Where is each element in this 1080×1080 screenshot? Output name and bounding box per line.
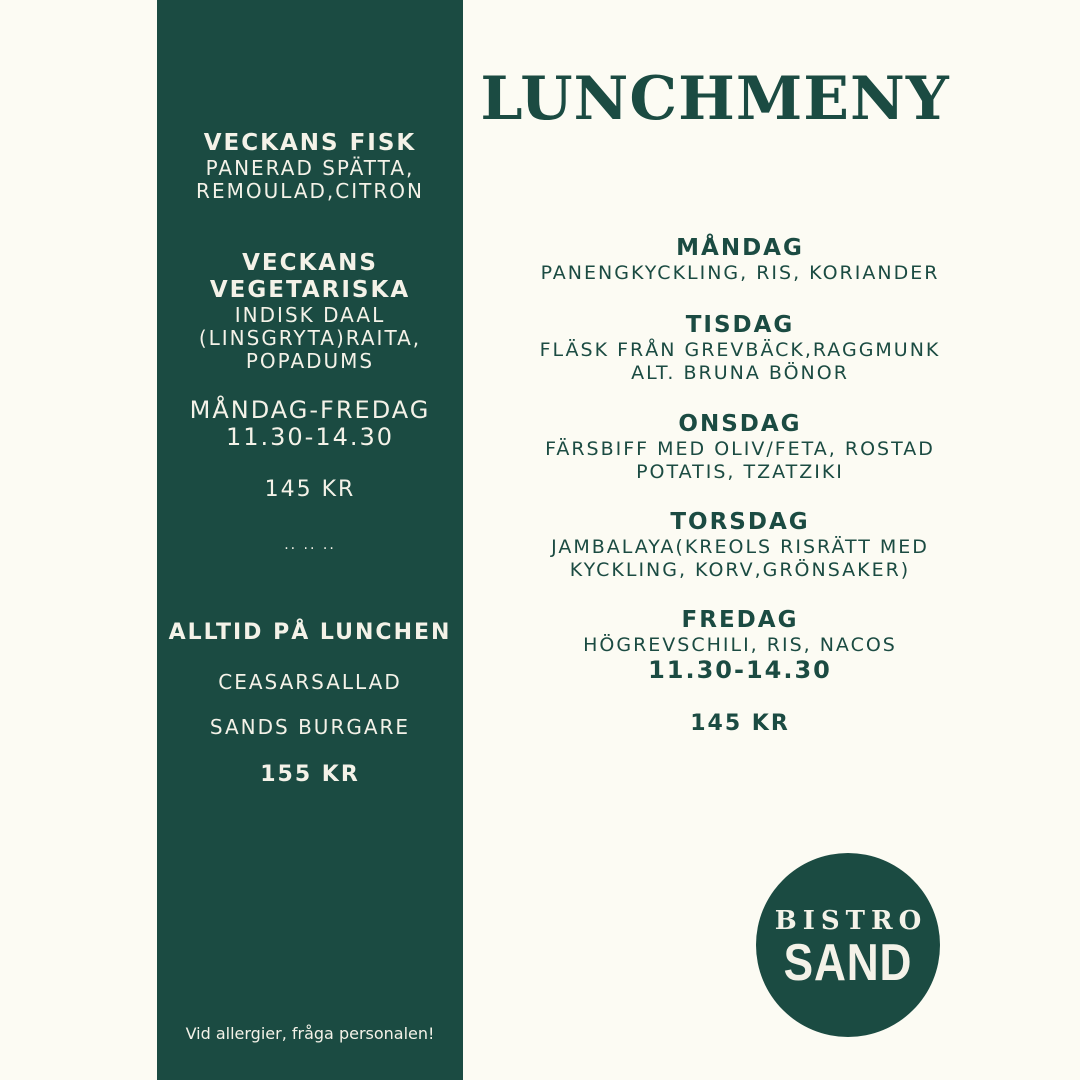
allergy-note: Vid allergier, fråga personalen! xyxy=(185,1024,435,1043)
page-title: LUNCHMENY xyxy=(480,64,950,134)
veg-title-line: VECKANS xyxy=(242,250,378,276)
fish-dish-line: REMOULAD,CITRON xyxy=(196,179,424,203)
weekly-time: 11.30-14.30 xyxy=(225,423,395,451)
day-dish-line: FLÄSK FRÅN GREVBÄCK,RAGGMUNK xyxy=(539,339,941,361)
fish-dish-line: PANERAD SPÄTTA, xyxy=(205,156,415,180)
day-dish-line: FÄRSBIFF MED OLIV/FETA, ROSTAD xyxy=(545,438,935,460)
logo-top-text: BISTRO xyxy=(774,906,928,936)
day-name: TORSDAG xyxy=(670,509,810,535)
logo-bottom-text: SAND xyxy=(783,934,913,992)
vegetarian-section xyxy=(157,250,463,373)
day-dish-line: JAMBALAYA(KREOLS RISRÄTT MED xyxy=(551,536,929,558)
day-name: ONSDAG xyxy=(678,411,802,437)
day-dish-line: HÖGREVSCHILI, RIS, NACOS xyxy=(583,634,897,656)
menu-hours: 11.30-14.30 xyxy=(648,656,832,684)
day-dish-line: POTATIS, TZATZIKI xyxy=(636,461,844,483)
always-title: ALLTID PÅ LUNCHEN xyxy=(168,620,452,645)
veg-dish-line: (LINSGRYTA)RAITA, xyxy=(198,326,422,350)
menu-price: 145 KR xyxy=(690,711,790,736)
sidebar-panel xyxy=(157,0,463,1080)
fish-section xyxy=(157,130,463,203)
bistro-sand-logo xyxy=(756,853,940,1037)
day-name: FREDAG xyxy=(681,607,799,633)
fish-title: VECKANS FISK xyxy=(203,130,417,156)
day-wednesday xyxy=(490,411,990,484)
day-monday xyxy=(490,235,990,285)
day-name: TISDAG xyxy=(685,312,795,338)
day-name: MÅNDAG xyxy=(676,235,804,261)
day-dish-line: ALT. BRUNA BÖNOR xyxy=(631,362,849,384)
veg-dish-line: INDISK DAAL xyxy=(234,303,386,327)
always-item-burger: SANDS BURGARE xyxy=(209,715,411,739)
day-dish-line: KYCKLING, KORV,GRÖNSAKER) xyxy=(569,559,911,581)
day-friday xyxy=(490,607,990,657)
day-thursday xyxy=(490,509,990,582)
weekly-days: MÅNDAG-FREDAG xyxy=(189,396,431,424)
day-dish-line: PANENGKYCKLING, RIS, KORIANDER xyxy=(540,262,940,284)
weekly-price: 145 KR xyxy=(264,477,356,502)
separator: ·· ·· ·· xyxy=(284,541,336,557)
day-tuesday xyxy=(490,312,990,385)
always-price: 155 KR xyxy=(260,762,360,787)
veg-dish-line: POPADUMS xyxy=(245,349,375,373)
weekly-hours xyxy=(157,397,463,451)
always-item-caesar: CEASARSALLAD xyxy=(218,670,402,694)
veg-title-line: VEGETARISKA xyxy=(209,277,411,303)
